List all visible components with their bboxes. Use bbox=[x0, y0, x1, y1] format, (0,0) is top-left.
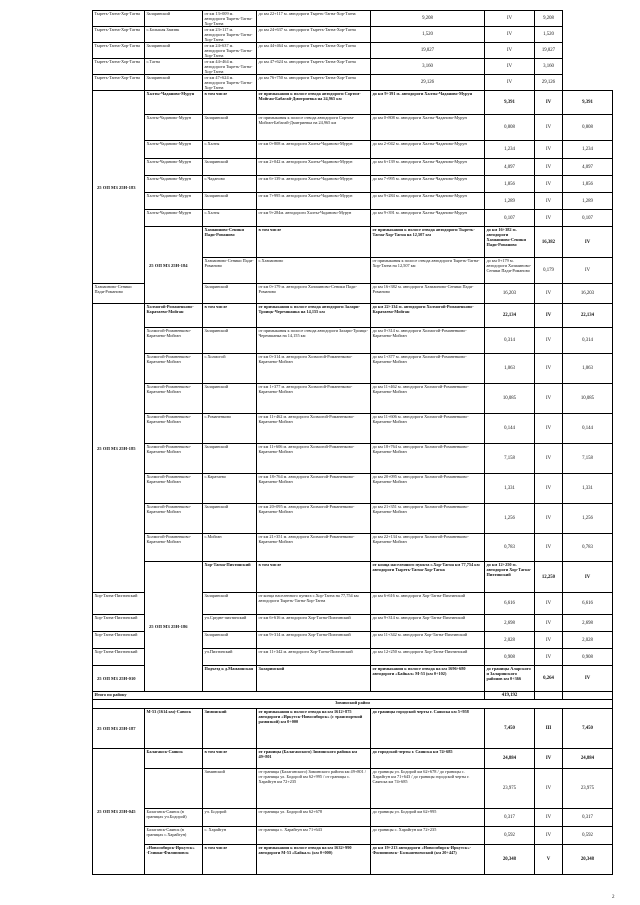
road-name-cell: Тыреть-Тагна-Хор-Тагна bbox=[93, 75, 145, 91]
length-total-cell: 9,391 bbox=[563, 91, 613, 115]
settlement-cell: в том числе bbox=[203, 91, 257, 115]
end-point-cell: до границы Аларского и Заларинского районов км 0+366 bbox=[485, 666, 535, 692]
table-row bbox=[93, 384, 613, 414]
end-point-cell: до границы городской черты г. Саянска км 5+958 bbox=[371, 709, 485, 749]
start-point-cell: от примыкания к полосе отвода автодороги Сортом-Мойган-Бабагай-Дмитриевка на 24,965 км bbox=[257, 91, 371, 115]
road-name-cell: Халты-Чаданово-Мурун bbox=[145, 176, 203, 193]
category-cell: IV bbox=[535, 749, 563, 769]
category-cell: III bbox=[535, 709, 563, 749]
category-cell: IV bbox=[535, 328, 563, 354]
table-row bbox=[93, 504, 613, 534]
start-point-cell: от км 0+808 м. автодороги Халты-Чаданово-Мурун bbox=[257, 141, 371, 159]
length-total-cell: 1,331 bbox=[563, 474, 613, 504]
road-name-cell: Халты-Чаданово-Мурун bbox=[145, 141, 203, 159]
category-cell: IV bbox=[485, 43, 535, 59]
table-row bbox=[93, 91, 613, 115]
road-name-cell: Холмогой-Романенково-Каратаево-Мойган bbox=[145, 444, 203, 474]
road-name-cell: Хор-Тагна-Пихтинский bbox=[93, 593, 145, 615]
category-cell: IV bbox=[535, 210, 563, 227]
length-total-cell: 0,808 bbox=[563, 115, 613, 141]
end-point-cell: до км 0+314 м. автодороги Холмогой-Романенково-Каратаево-Мойган bbox=[371, 328, 485, 354]
road-name-cell: Хор-Тагна-Пихтинский bbox=[203, 562, 257, 593]
page-number: 2 bbox=[612, 895, 615, 900]
road-name-cell: Балаганск-Саянск (в границах с.Харайгун) bbox=[145, 827, 203, 845]
table-row bbox=[93, 227, 613, 258]
start-point-cell: от границы (Балаганского) Зиминского района км 49+801 bbox=[257, 749, 371, 769]
settlement-cell: с.Мойган bbox=[203, 534, 257, 562]
settlement-cell: Заларинский bbox=[145, 43, 203, 59]
table-row bbox=[93, 709, 613, 749]
settlement-cell: с.Романенково bbox=[203, 414, 257, 444]
settlement-cell: с.Чаданово bbox=[203, 176, 257, 193]
length-total-cell: 1,234 bbox=[563, 141, 613, 159]
start-point-cell: от примыкания к полосе отвода автодороги Залари-Троицк-Черемшанка на 14,155 км bbox=[257, 304, 371, 328]
start-point-cell: от примыкания к полосе отвода автодороги Тыреть-Тагна-Хор-Тагна на 12,507 км bbox=[371, 258, 485, 284]
start-point-cell: от примыкания к полосе отвода автодороги Сортом-Мойган-Бабагай-Дмитриевка на 24,965 км bbox=[257, 115, 371, 141]
settlement-cell: уч. Бодорой bbox=[203, 809, 257, 827]
road-name-cell: Хазиаиново-Сеники Пади-Романово bbox=[203, 258, 257, 284]
start-point-cell: от км 0+179 м. автодороги Хазиаиново-Сеники Пади-Романово bbox=[257, 284, 371, 304]
length-total-cell: 16,203 bbox=[563, 284, 613, 304]
road-name-cell: Холмогой-Романенково-Каратаево-Мойган bbox=[145, 328, 203, 354]
table-row bbox=[93, 27, 613, 43]
category-cell: IV bbox=[535, 141, 563, 159]
settlement-cell: в том числе bbox=[203, 845, 257, 875]
table-row bbox=[93, 444, 613, 474]
end-point-cell: до км 9+391 м. автодороги Халты-Чаданово-Мурун bbox=[371, 91, 485, 115]
length-cell: 0,144 bbox=[485, 414, 535, 444]
settlement-cell: Заларинский bbox=[203, 384, 257, 414]
table-row bbox=[93, 562, 613, 593]
start-point-cell: от примыкания к полосе отвода на км 1632+990 автодороги М-53 «Байкал» (км 0+000) bbox=[257, 845, 371, 875]
start-point-cell: от км 11+342 м. автодороги Хор-Тагна-Пихтинский bbox=[257, 649, 371, 666]
length-cell: 12,250 bbox=[535, 562, 563, 593]
start-point-cell: от примыкания к полосе отвода автодороги Тыреть-Тагна-Хор-Тагна на 12,507 км bbox=[371, 227, 485, 258]
road-name-cell: Балаганск-Саянск (в границах уч.Бодорой) bbox=[145, 809, 203, 827]
length-total-cell: 10,085 bbox=[563, 384, 613, 414]
settlement-cell: в том числе bbox=[257, 562, 371, 593]
length-total-cell: 0,107 bbox=[563, 210, 613, 227]
start-point-cell: от км 21+351 м. автодороги Холмогой-Романенково-Каратаево-Мойган bbox=[257, 534, 371, 562]
road-name-cell: Подъезд к д.Мамаинская bbox=[203, 666, 257, 692]
category-cell: IV bbox=[535, 284, 563, 304]
settlement-cell: с.Большая Замэвк bbox=[145, 27, 203, 43]
table-row bbox=[93, 769, 613, 809]
length-total-cell: 2,028 bbox=[563, 632, 613, 649]
start-point-cell: от км 18+764 м. автодороги Холмогой-Романенково-Каратаево-Мойган bbox=[257, 474, 371, 504]
end-point-cell: до км 11+342 м. автодороги Хор-Тагна-Пихтинский bbox=[371, 632, 485, 649]
end-point-cell: до км 12+250 м. автодороги Хор-Тагна-Пихтинский bbox=[371, 649, 485, 666]
road-name-cell: Тыреть-Тагна-Хор-Тагна bbox=[93, 11, 145, 27]
category-cell: IV bbox=[535, 504, 563, 534]
end-point-cell: до км 9+314 м. автодороги Хор-Тагна-Пихтинский bbox=[371, 615, 485, 632]
length-total-cell: 1,289 bbox=[563, 193, 613, 210]
end-point-cell: до км 7+995 м. автодороги Халты-Чаданово-Мурун bbox=[371, 176, 485, 193]
table-row bbox=[93, 304, 613, 328]
category-cell: IV bbox=[485, 27, 535, 43]
settlement-cell: Заларинский bbox=[203, 632, 257, 649]
end-point-cell: до км 22+134 м. автодороги Холмогой-Романенково-Каратаево-Мойган bbox=[371, 534, 485, 562]
length-cell: 1,331 bbox=[485, 474, 535, 504]
category-cell: IV bbox=[563, 258, 613, 284]
settlement-cell: с.Тагна bbox=[145, 59, 203, 75]
length-cell: 1,256 bbox=[485, 504, 535, 534]
category-cell: IV bbox=[535, 809, 563, 827]
length-cell: 0,783 bbox=[485, 534, 535, 562]
end-point-cell: до км 9+284 м. автодороги Халты-Чаданово-Мурун bbox=[371, 193, 485, 210]
table-row bbox=[93, 534, 613, 562]
settlement-cell: Заларинский bbox=[145, 11, 203, 27]
settlement-cell: Заларинский bbox=[203, 159, 257, 176]
start-point-cell: от примыкания к полосе отвода автодороги Залари-Троицк-Черемшанка на 14,155 км bbox=[257, 328, 371, 354]
settlement-cell: Заларинский bbox=[203, 284, 257, 304]
table-row bbox=[93, 59, 613, 75]
start-point-cell: от границы с. Харайгун км 71+643 bbox=[257, 827, 371, 845]
end-point-cell: до км 2+042 м. автодороги Халты-Чаданово-Мурун bbox=[371, 141, 485, 159]
length-cell: 24,884 bbox=[485, 749, 535, 769]
road-name-cell: Хазиаиново-Сеники Пади-Романово bbox=[203, 227, 257, 258]
length-cell: 0,107 bbox=[485, 210, 535, 227]
length-total-cell: 0,144 bbox=[563, 414, 613, 444]
table-row bbox=[93, 159, 613, 176]
road-name-cell: Хор-Тагна-Пихтинский bbox=[93, 632, 145, 649]
start-point-cell: от км 9+284м. автодороги Халты-Чаданово-Мурун bbox=[257, 210, 371, 227]
start-point-cell: от км 7+995 м. автодороги Халты-Чаданово-Мурун bbox=[257, 193, 371, 210]
settlement-cell: с.Каратаево bbox=[203, 474, 257, 504]
table-row bbox=[93, 749, 613, 769]
length-cell: 0,317 bbox=[485, 809, 535, 827]
road-name-cell: Холмогой-Романенково-Каратаево-Мойган bbox=[145, 354, 203, 384]
category-cell: IV bbox=[535, 474, 563, 504]
length-cell: 0,908 bbox=[485, 649, 535, 666]
road-name-cell: Халты-Чаданово-Мурун bbox=[145, 91, 203, 115]
total-length: 419,192 bbox=[485, 692, 535, 700]
length-cell: 10,085 bbox=[485, 384, 535, 414]
length-total-cell: 0,908 bbox=[563, 649, 613, 666]
length-cell: 3,160 bbox=[371, 59, 485, 75]
settlement-cell: в том числе bbox=[257, 227, 371, 258]
table-row bbox=[93, 115, 613, 141]
table-row bbox=[93, 176, 613, 193]
road-code-cell: 25 ОП МЗ 25Н-010 bbox=[93, 666, 145, 692]
length-total-cell: 7,450 bbox=[563, 709, 613, 749]
length-total-cell: 2,698 bbox=[563, 615, 613, 632]
length-cell: 1,289 bbox=[485, 193, 535, 210]
category-cell: IV bbox=[535, 115, 563, 141]
end-point-cell: до городской черты г. Саянска км 74+685 bbox=[371, 749, 485, 769]
table-row bbox=[93, 210, 613, 227]
settlement-cell: Заларинский bbox=[203, 504, 257, 534]
category-cell: IV bbox=[535, 193, 563, 210]
start-point-cell: от конца населенного пункта с.Хор-Тагна на 77,754 км автодороги Тыреть-Тагна-Хор-Тагна bbox=[257, 593, 371, 615]
table-body-zalari bbox=[93, 11, 613, 692]
settlement-cell: Заларинский bbox=[203, 444, 257, 474]
length-total-cell: 29,126 bbox=[535, 75, 563, 91]
table-row bbox=[93, 43, 613, 59]
length-cell: 19,827 bbox=[371, 43, 485, 59]
length-cell: 16,382 bbox=[535, 227, 563, 258]
start-point-cell: от км 20+095 м. автодороги Холмогой-Романенково-Каратаево-Мойган bbox=[257, 504, 371, 534]
category-cell: IV bbox=[485, 11, 535, 27]
start-point-cell: от примыкания к полосе отвода на км 1696+680 автодороги «Байкал» М-53 (км 0+102) bbox=[371, 666, 485, 692]
length-cell: 6,616 bbox=[485, 593, 535, 615]
road-name-cell: Хор-Тагна-Пихтинский bbox=[93, 649, 145, 666]
length-cell: 7,158 bbox=[485, 444, 535, 474]
category-cell: IV bbox=[535, 304, 563, 328]
category-cell: IV bbox=[535, 632, 563, 649]
table-total bbox=[93, 692, 613, 709]
category-cell: IV bbox=[535, 649, 563, 666]
table-row bbox=[93, 474, 613, 504]
settlement-cell: уч.Средне-пихтинский bbox=[203, 615, 257, 632]
road-register-table bbox=[92, 10, 612, 875]
length-total-cell: 1,520 bbox=[535, 27, 563, 43]
end-point-cell: до км 16+382 м. автодороги Хазиаиново-Сеники Пади-Романово bbox=[485, 227, 535, 258]
end-point-cell: до км 47+624 м. автодороги Тыреть-Тагна-Хор-Тагна bbox=[257, 59, 371, 75]
settlement-cell: Заларинский bbox=[203, 193, 257, 210]
start-point-cell: от км 24+637 м. автодороги Тыреть-Тагна-Хор-Тагна bbox=[203, 43, 257, 59]
end-point-cell: до км 9+391 м. автодороги Халты-Чаданово-Мурун bbox=[371, 210, 485, 227]
end-point-cell: до км 6+616 м. автодороги Хор-Тагна-Пихтинский bbox=[371, 593, 485, 615]
end-point-cell: до км 11+606 м. автодороги Холмогой-Романенково-Каратаево-Мойган bbox=[371, 414, 485, 444]
settlement-cell: в том числе bbox=[203, 304, 257, 328]
settlement-cell: Заларинский bbox=[203, 328, 257, 354]
length-cell: 4,097 bbox=[485, 159, 535, 176]
settlement-cell: с. Харайгун bbox=[203, 827, 257, 845]
end-point-cell: до границы ул. Бодорой км 62+678 / до границы с. Харайгун км 71+643 / до границы городской черты г. Саянска км 74+685 bbox=[371, 769, 485, 809]
start-point-cell: от км 6+139 м. автодороги Халты-Чаданово-Мурун bbox=[257, 176, 371, 193]
settlement-cell: Заларинский bbox=[257, 666, 371, 692]
length-total-cell: 0,314 bbox=[563, 328, 613, 354]
category-cell: IV bbox=[535, 354, 563, 384]
end-point-cell: до км 22+117 м. автодороги Тыреть-Тагна-Хор-Тагна bbox=[257, 11, 371, 27]
road-code-cell: 25 ОП МЗ 25Н-184 bbox=[145, 227, 203, 304]
road-code-cell: 25 ОП МЗ 25Н-187 bbox=[93, 709, 145, 749]
start-point-cell: от границы (Балаганского) Зиминского района км 49+801 / от границы ул. Бодорой км 62+995 / от границы с. Харайгун км 72+235 bbox=[257, 769, 371, 809]
length-cell: 1,234 bbox=[485, 141, 535, 159]
category-cell: IV bbox=[563, 227, 613, 258]
length-total-cell: 22,134 bbox=[563, 304, 613, 328]
start-point-cell: от км 23+117 м. автодороги Тыреть-Тагна-Хор-Тагна bbox=[203, 27, 257, 43]
road-name-cell: Холмогой-Романенково-Каратаево-Мойган bbox=[145, 474, 203, 504]
category-cell: IV bbox=[535, 769, 563, 809]
road-code-cell: 25 ОП МЗ 25Н-186 bbox=[145, 562, 203, 692]
category-cell: IV bbox=[535, 534, 563, 562]
length-total-cell: 0,783 bbox=[563, 534, 613, 562]
length-total-cell: 20,348 bbox=[563, 845, 613, 875]
road-name-cell: Холмогой-Романенково-Каратаево-Мойган bbox=[145, 534, 203, 562]
settlement-cell: в том числе bbox=[203, 749, 257, 769]
road-name-cell: Халты-Чаданово-Мурун bbox=[145, 115, 203, 141]
road-code-cell: 25 ОП МЗ 25Н-045 bbox=[93, 749, 145, 875]
section-header: Зиминский район bbox=[93, 700, 613, 709]
category-cell: IV bbox=[535, 615, 563, 632]
end-point-cell: до км 19+213 автодороги «Новосибирск-Иркутск»-Филипповск- Большевоенский (км 20+447) bbox=[371, 845, 485, 875]
length-cell: 0,179 bbox=[535, 258, 563, 284]
end-point-cell: до км 76+750 м. автодороги Тыреть-Тагна-Хор-Тагна bbox=[257, 75, 371, 91]
length-cell: 22,134 bbox=[485, 304, 535, 328]
length-cell: 2,698 bbox=[485, 615, 535, 632]
settlement-cell: уч.Пихтинский bbox=[203, 649, 257, 666]
settlement-cell: Заларинский bbox=[203, 115, 257, 141]
end-point-cell: до км 0+808 м. автодороги Халты-Чаданово-Мурун bbox=[371, 115, 485, 141]
table-body-zima bbox=[93, 709, 613, 875]
category-cell: IV bbox=[563, 562, 613, 593]
length-cell: 20,348 bbox=[485, 845, 535, 875]
end-point-cell: до км 12+250 м. автодороги Хор-Тагна-Пихтинский bbox=[485, 562, 535, 593]
category-cell: IV bbox=[535, 384, 563, 414]
length-cell: 0,808 bbox=[485, 115, 535, 141]
table-row bbox=[93, 827, 613, 845]
end-point-cell: до км 11+462 м. автодороги Холмогой-Романенково-Каратаево-Мойган bbox=[371, 384, 485, 414]
length-total-cell: 9,208 bbox=[535, 11, 563, 27]
settlement-cell: с.Халты bbox=[203, 210, 257, 227]
end-point-cell: до км 20+095 м. автодороги Холмогой-Романенково-Каратаево-Мойган bbox=[371, 474, 485, 504]
table-row bbox=[93, 11, 613, 27]
table-row bbox=[93, 328, 613, 354]
length-total-cell: 0,317 bbox=[563, 809, 613, 827]
road-name-cell: Холмогой-Романенково-Каратаево-Мойган bbox=[145, 504, 203, 534]
start-point-cell: от км 2+042 м. автодороги Халты-Чаданово-Мурун bbox=[257, 159, 371, 176]
start-point-cell: от км 1+377 м. автодороги Холмогой-Романенково-Каратаево-Мойган bbox=[257, 384, 371, 414]
settlement-cell: Зиминский bbox=[203, 769, 257, 809]
end-point-cell: до км 21+351 м. автодороги Холмогой-Романенково-Каратаево-Мойган bbox=[371, 504, 485, 534]
category-cell: IV bbox=[535, 827, 563, 845]
length-total-cell: 23,975 bbox=[563, 769, 613, 809]
length-total-cell: 3,160 bbox=[535, 59, 563, 75]
start-point-cell: от примыкания к полосе отвода на км 1612+875 автодороги «Иркутск-Новосибирск» (с транспортной развязкой) км 0+000 bbox=[257, 709, 371, 749]
start-point-cell: от км 0+314 м. автодороги Холмогой-Романенково-Каратаево-Мойган bbox=[257, 354, 371, 384]
length-total-cell: 4,097 bbox=[563, 159, 613, 176]
end-point-cell: до км 24+637 м. автодороги Тыреть-Тагна-Хор-Тагна bbox=[257, 27, 371, 43]
road-name-cell: Халты-Чаданово-Мурун bbox=[145, 193, 203, 210]
category-cell: IV bbox=[485, 75, 535, 91]
end-point-cell: до границы ул. Бодорой км 62+995 bbox=[371, 809, 485, 827]
road-name-cell: Хазиаиново-Сеники Пади-Романово bbox=[93, 284, 145, 304]
length-cell: 23,975 bbox=[485, 769, 535, 809]
end-point-cell: до км 22+134 м. автодороги Холмогой-Романенково-Каратаево-Мойган bbox=[371, 304, 485, 328]
table-row bbox=[93, 193, 613, 210]
end-point-cell: до км 44+464 м. автодороги Тыреть-Тагна-Хор-Тагна bbox=[257, 43, 371, 59]
length-cell: 1,520 bbox=[371, 27, 485, 43]
length-cell: 9,391 bbox=[485, 91, 535, 115]
length-total-cell: 0,592 bbox=[563, 827, 613, 845]
length-total-cell: 19,827 bbox=[535, 43, 563, 59]
start-point-cell: от км 13+009 м. автодороги Тыреть-Тагна-Хор-Тагна bbox=[203, 11, 257, 27]
start-point-cell: от км 44+464 м. автодороги Тыреть-Тагна-Хор-Тагна bbox=[203, 59, 257, 75]
category-cell: IV bbox=[535, 593, 563, 615]
length-cell: 16,203 bbox=[485, 284, 535, 304]
length-total-cell: 7,158 bbox=[563, 444, 613, 474]
table-row bbox=[93, 75, 613, 91]
road-name-cell: Тыреть-Тагна-Хор-Тагна bbox=[93, 27, 145, 43]
length-total-cell: 24,884 bbox=[563, 749, 613, 769]
length-total-cell: 6,616 bbox=[563, 593, 613, 615]
category-cell: IV bbox=[535, 414, 563, 444]
settlement-cell: с.Холмогой bbox=[203, 354, 257, 384]
road-name-cell: М-53 (1614 км)-Сависк bbox=[145, 709, 203, 749]
length-cell: 7,450 bbox=[485, 709, 535, 749]
end-point-cell: до км 1+377 м. автодороги Холмогой-Романенково-Каратаево-Мойган bbox=[371, 354, 485, 384]
road-code-cell: 25 ОП МЗ 25Н-183 bbox=[93, 91, 145, 284]
length-cell: 0,592 bbox=[485, 827, 535, 845]
settlement-cell: Заларинский bbox=[203, 593, 257, 615]
length-total-cell: 1,063 bbox=[563, 354, 613, 384]
table-row bbox=[93, 141, 613, 159]
start-point-cell: от км 9+314 м. автодороги Хор-Тагна-Пихтинский bbox=[257, 632, 371, 649]
start-point-cell: от границы ул. Бодорой км 62+678 bbox=[257, 809, 371, 827]
category-cell: IV bbox=[535, 176, 563, 193]
end-point-cell: до км 16+382 м. автодороги Хазиаиново-Сеники Пади-Романово bbox=[371, 284, 485, 304]
road-name-cell: Холмогой-Романенково-Каратаево-Мойган bbox=[145, 414, 203, 444]
length-total-cell: 1,856 bbox=[563, 176, 613, 193]
length-cell: 0,264 bbox=[535, 666, 563, 692]
road-name-cell: Халты-Чаданово-Мурун bbox=[145, 159, 203, 176]
start-point-cell: от конца населенного пункта с.Хор-Тагна км 77,754 км автодороги Тыреть-Тагна-Хор-Тагна bbox=[371, 562, 485, 593]
category-cell: IV bbox=[485, 59, 535, 75]
length-cell: 29,126 bbox=[371, 75, 485, 91]
settlement-cell: Зиминский bbox=[203, 709, 257, 749]
length-total-cell: 1,256 bbox=[563, 504, 613, 534]
road-name-cell: Хор-Тагна-Пихтинский bbox=[93, 615, 145, 632]
table-row bbox=[93, 845, 613, 875]
road-name-cell: Холмогой-Романенково-Каратаево-Мойган bbox=[145, 384, 203, 414]
table-row bbox=[93, 354, 613, 384]
category-cell: IV bbox=[535, 159, 563, 176]
road-name-cell: Тыреть-Тагна-Хор-Тагна bbox=[93, 43, 145, 59]
end-point-cell: до км 6+139 м. автодороги Халты-Чаданово-Мурун bbox=[371, 159, 485, 176]
start-point-cell: от км 11+606 м. автодороги Холмогой-Романенково-Каратаево-Мойган bbox=[257, 444, 371, 474]
category-cell: IV bbox=[535, 91, 563, 115]
road-name-cell: Халты-Чаданово-Мурун bbox=[145, 210, 203, 227]
start-point-cell: от км 11+462 м. автодороги Холмогой-Романенково-Каратаево-Мойган bbox=[257, 414, 371, 444]
road-name-cell: Балаганск-Саянск bbox=[145, 749, 203, 769]
start-point-cell: от км 6+616 м. автодороги Хор-Тагна-Пихтинский bbox=[257, 615, 371, 632]
settlement-cell: с.Хазиаиново bbox=[257, 258, 371, 284]
table-row bbox=[93, 809, 613, 827]
table-row bbox=[93, 414, 613, 444]
road-name-cell: Холмогой-Романенково-Каратаево-Мойган bbox=[145, 304, 203, 328]
length-cell: 1,856 bbox=[485, 176, 535, 193]
category-cell: V bbox=[535, 845, 563, 875]
length-cell: 2,028 bbox=[485, 632, 535, 649]
road-name-cell: Тыреть-Тагна-Хор-Тагна bbox=[93, 59, 145, 75]
category-cell: IV bbox=[535, 444, 563, 474]
end-point-cell: до границы с. Харайгун км 72+235 bbox=[371, 827, 485, 845]
category-cell: IV bbox=[563, 666, 613, 692]
end-point-cell: до км 18+764 м. автодороги Холмогой-Романенково-Каратаево-Мойган bbox=[371, 444, 485, 474]
end-point-cell: до км 0+179 м. автодороги Хазиаиново-Сеники Пади-Романово bbox=[485, 258, 535, 284]
total-label: Итого по району bbox=[93, 692, 485, 700]
road-name-cell bbox=[145, 769, 203, 809]
length-cell: 1,063 bbox=[485, 354, 535, 384]
road-name-cell: «Новосибирск-Иркутск» -Глинки-Филипповск bbox=[145, 845, 203, 875]
settlement-cell: Заларинский bbox=[145, 75, 203, 91]
length-cell: 9,208 bbox=[371, 11, 485, 27]
road-code-cell: 25 ОП МЗ 25Н-185 bbox=[93, 304, 145, 593]
start-point-cell: от км 47+624 м. автодороги Тыреть-Тагна-Хор-Тагна bbox=[203, 75, 257, 91]
length-cell: 0,314 bbox=[485, 328, 535, 354]
settlement-cell: с.Халты bbox=[203, 141, 257, 159]
